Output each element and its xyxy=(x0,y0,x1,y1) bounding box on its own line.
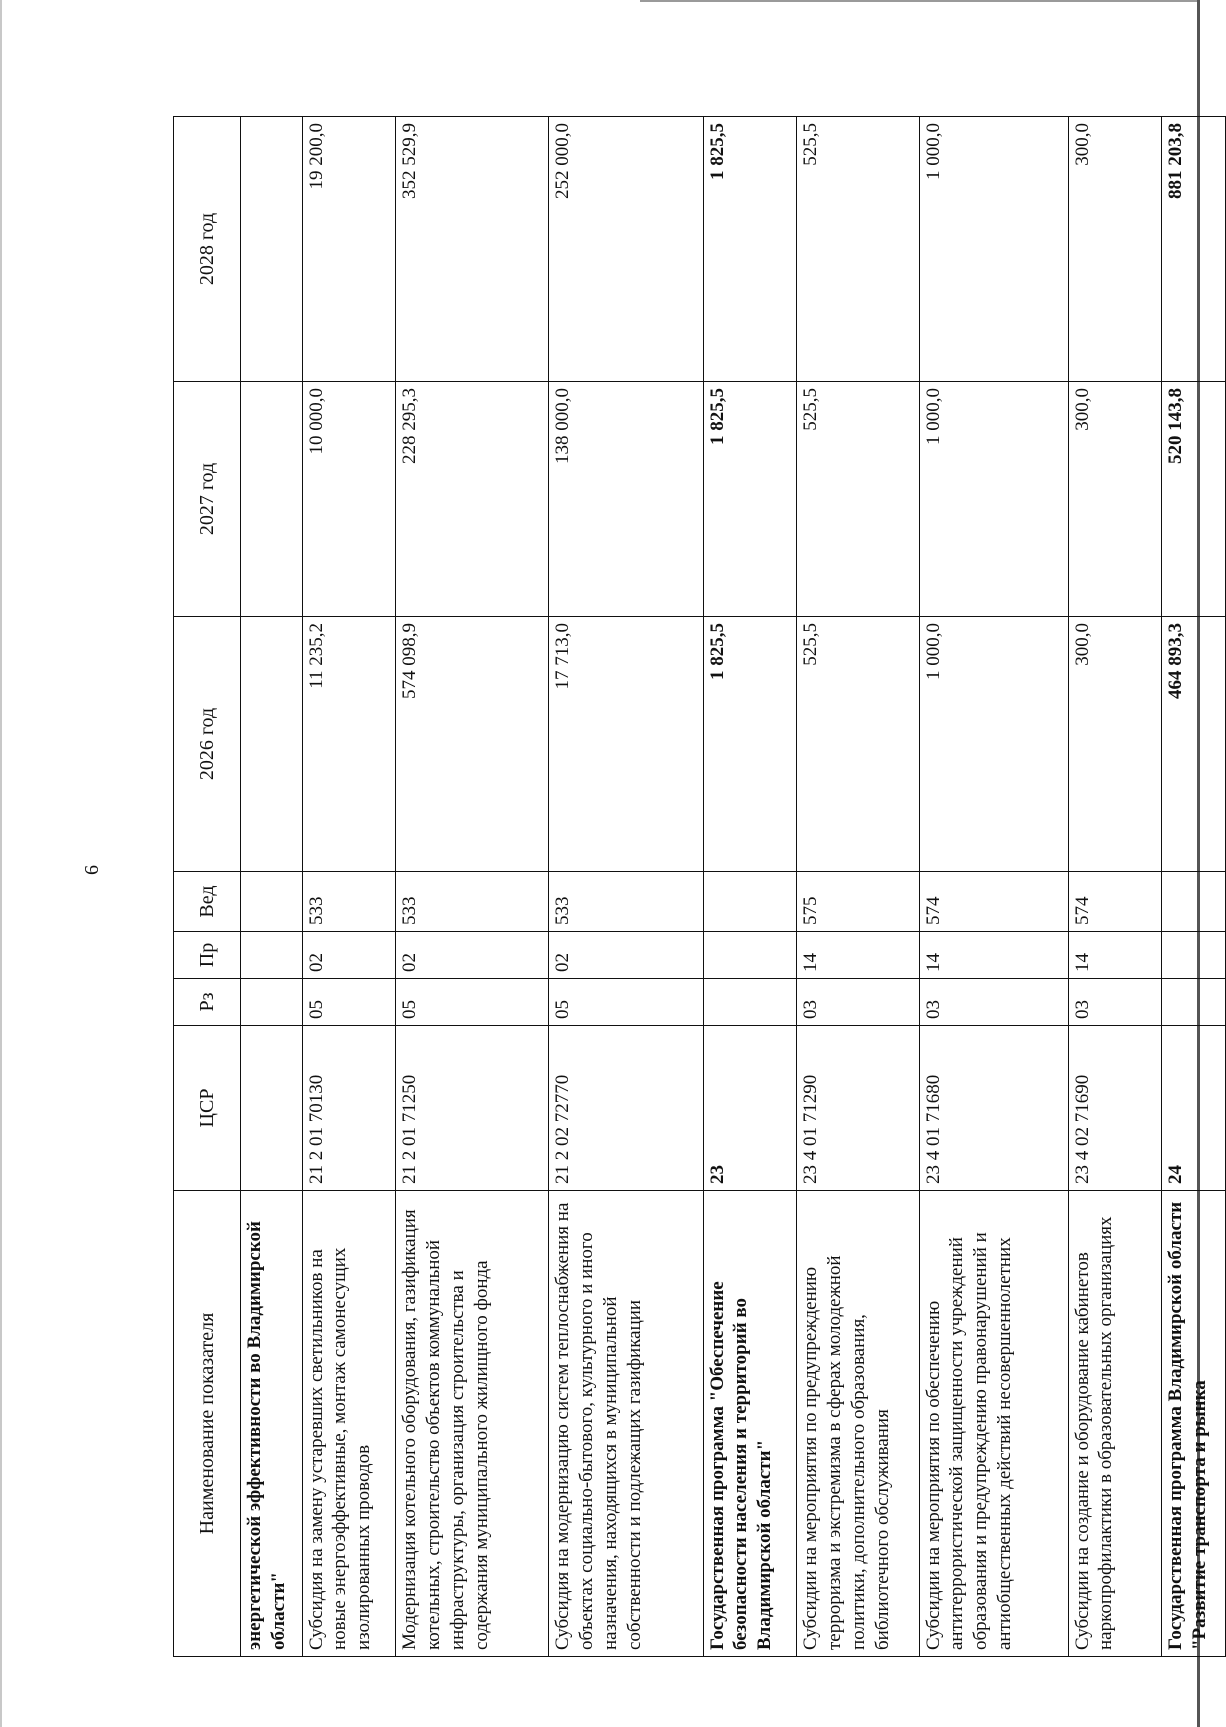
row-2026: 574 098,9 xyxy=(396,617,549,872)
row-rz: 05 xyxy=(396,979,549,1026)
header-csr: ЦСР xyxy=(174,1026,241,1191)
row-pr xyxy=(1162,932,1226,979)
row-2028: 525,5 xyxy=(797,117,919,382)
row-2028: 252 000,0 xyxy=(549,117,703,382)
row-pr: 02 xyxy=(302,932,396,979)
row-2028 xyxy=(241,117,303,382)
row-ved: 533 xyxy=(549,872,703,932)
row-2027: 138 000,0 xyxy=(549,382,703,617)
row-2028: 352 529,9 xyxy=(396,117,549,382)
row-name: Государственная программа "Обеспечение безопасности населения и территорий во Владимирской области" xyxy=(703,1191,797,1657)
row-pr: 14 xyxy=(1068,932,1162,979)
row-csr: 21 2 01 71250 xyxy=(396,1026,549,1191)
row-rz xyxy=(703,979,797,1026)
row-name: энергетической эффективности во Владимирской области" xyxy=(241,1191,303,1657)
row-2026 xyxy=(241,617,303,872)
row-rz: 03 xyxy=(1068,979,1162,1026)
row-name: Субсидии на мероприятия по предупреждению терроризма и экстремизма в сферах молодежной политики, дополнительного образования, библиотечного обслуживания xyxy=(797,1191,919,1657)
header-pr: Пр xyxy=(174,932,241,979)
row-2027: 228 295,3 xyxy=(396,382,549,617)
row-pr xyxy=(241,932,303,979)
table-row xyxy=(241,117,303,1657)
table-row xyxy=(797,117,919,1657)
row-2028: 19 200,0 xyxy=(302,117,396,382)
row-csr: 21 2 01 70130 xyxy=(302,1026,396,1191)
header-name: Наименование показателя xyxy=(174,1191,241,1657)
row-name: Государственная программа Владимирской области "Развитие транспорта и рынка xyxy=(1162,1191,1226,1657)
row-2026: 464 893,3 xyxy=(1162,617,1226,872)
row-2028: 300,0 xyxy=(1068,117,1162,382)
table-row xyxy=(549,117,703,1657)
scan-edge-left xyxy=(0,0,2,1727)
table-row xyxy=(1068,117,1162,1657)
row-pr xyxy=(703,932,797,979)
row-csr: 23 4 01 71680 xyxy=(919,1026,1068,1191)
header-ved: Вед xyxy=(174,872,241,932)
row-pr: 02 xyxy=(396,932,549,979)
row-csr: 24 xyxy=(1162,1026,1226,1191)
row-2028: 1 825,5 xyxy=(703,117,797,382)
row-csr: 21 2 02 72770 xyxy=(549,1026,703,1191)
row-2027: 1 825,5 xyxy=(703,382,797,617)
page-number: 6 xyxy=(81,865,103,875)
row-name: Субсидии на создание и оборудование кабинетов наркопрофилактики в образовательных организациях xyxy=(1068,1191,1162,1657)
table-row xyxy=(302,117,396,1657)
row-rz xyxy=(1162,979,1226,1026)
row-2028: 881 203,8 xyxy=(1162,117,1226,382)
row-csr: 23 xyxy=(703,1026,797,1191)
row-2027: 525,5 xyxy=(797,382,919,617)
row-2026: 525,5 xyxy=(797,617,919,872)
table-row xyxy=(396,117,549,1657)
row-csr: 23 4 02 71690 xyxy=(1068,1026,1162,1191)
row-pr: 14 xyxy=(797,932,919,979)
row-ved xyxy=(703,872,797,932)
table-header-row xyxy=(174,117,241,1657)
row-ved: 574 xyxy=(919,872,1068,932)
row-2027: 10 000,0 xyxy=(302,382,396,617)
row-2026: 11 235,2 xyxy=(302,617,396,872)
row-ved: 574 xyxy=(1068,872,1162,932)
header-2026: 2026 год xyxy=(174,617,241,872)
rotated-table-container xyxy=(173,117,1226,1657)
row-rz: 03 xyxy=(797,979,919,1026)
row-2027: 1 000,0 xyxy=(919,382,1068,617)
row-pr: 02 xyxy=(549,932,703,979)
row-2026: 1 825,5 xyxy=(703,617,797,872)
table-row xyxy=(703,117,797,1657)
table-row xyxy=(919,117,1068,1657)
row-name: Субсидии на мероприятия по обеспечению антитеррористической защищенности учреждений образования и предупреждению правонарушений и антиобщественных действий несовершеннолетних xyxy=(919,1191,1068,1657)
header-2027: 2027 год xyxy=(174,382,241,617)
header-rz: Рз xyxy=(174,979,241,1026)
row-2026: 17 713,0 xyxy=(549,617,703,872)
row-rz: 05 xyxy=(549,979,703,1026)
header-2028: 2028 год xyxy=(174,117,241,382)
row-rz xyxy=(241,979,303,1026)
row-rz: 03 xyxy=(919,979,1068,1026)
row-csr: 23 4 01 71290 xyxy=(797,1026,919,1191)
row-name: Субсидия на модернизацию систем теплоснабжения на объектах социально-бытового, культурного и иного назначения, находящихся в муниципальной собственности и подлежащих газификации xyxy=(549,1191,703,1657)
row-2027: 520 143,8 xyxy=(1162,382,1226,617)
row-ved: 575 xyxy=(797,872,919,932)
row-rz: 05 xyxy=(302,979,396,1026)
budget-table xyxy=(173,116,1226,1657)
row-2026: 300,0 xyxy=(1068,617,1162,872)
row-name: Модернизация котельного оборудования, газификация котельных, строительство объектов коммунальной инфраструктуры, организация строительства и содержания муниципального жилищного фонда xyxy=(396,1191,549,1657)
row-csr xyxy=(241,1026,303,1191)
scan-edge-top xyxy=(640,0,1200,2)
row-2027: 300,0 xyxy=(1068,382,1162,617)
row-ved xyxy=(241,872,303,932)
row-2028: 1 000,0 xyxy=(919,117,1068,382)
row-2026: 1 000,0 xyxy=(919,617,1068,872)
row-pr: 14 xyxy=(919,932,1068,979)
row-2027 xyxy=(241,382,303,617)
row-ved: 533 xyxy=(302,872,396,932)
table-row xyxy=(1162,117,1226,1657)
row-ved: 533 xyxy=(396,872,549,932)
row-name: Субсидия на замену устаревших светильников на новые энергоэффективные, монтаж самонесущих изолированных проводов xyxy=(302,1191,396,1657)
row-ved xyxy=(1162,872,1226,932)
